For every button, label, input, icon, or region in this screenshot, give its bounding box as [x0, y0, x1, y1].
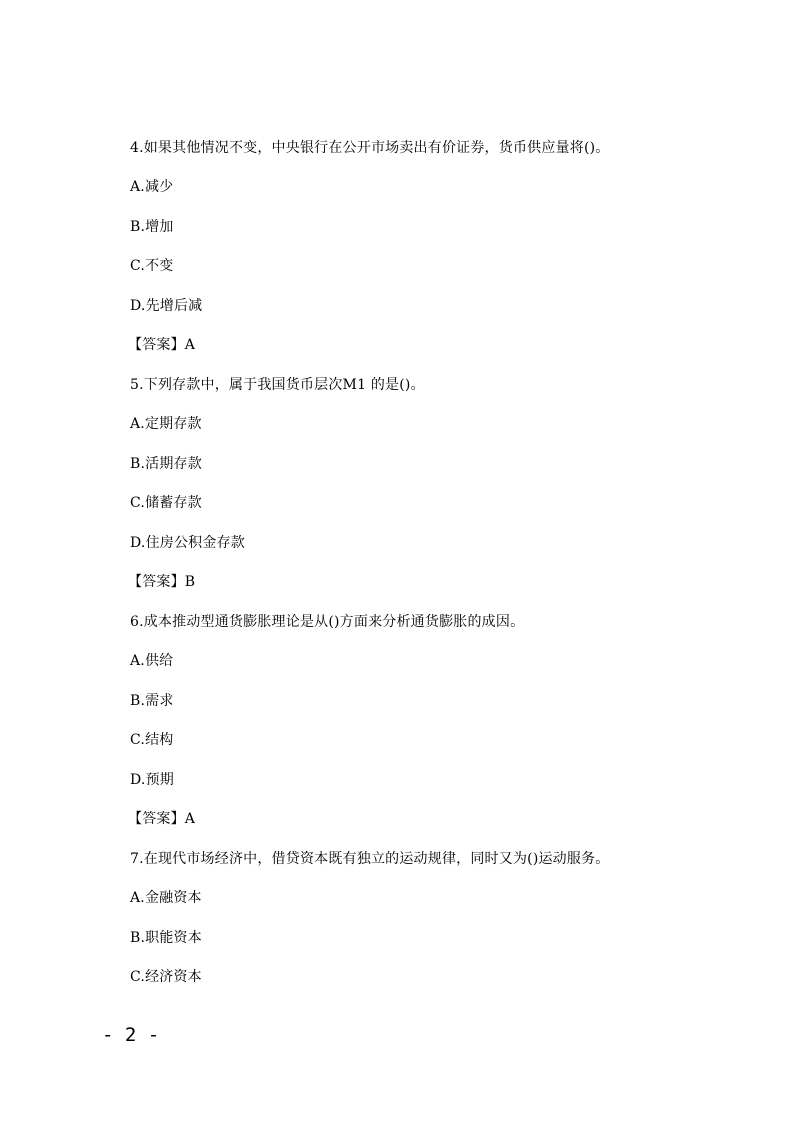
question-4-option-d: D.先增后减 [130, 298, 203, 314]
question-6-stem: 6.成本推动型通货膨胀理论是从()方面来分析通货膨胀的成因。 [130, 614, 525, 630]
question-4-option-b: B.增加 [130, 219, 174, 235]
question-5-option-d: D.住房公积金存款 [130, 535, 245, 551]
question-4-option-c: C.不变 [130, 258, 174, 274]
question-5-option-c: C.储蓄存款 [130, 495, 202, 511]
question-7-stem: 7.在现代市场经济中，借贷资本既有独立的运动规律，同时又为()运动服务。 [130, 851, 610, 867]
question-6-answer: 【答案】A [128, 811, 196, 827]
question-6-option-b: B.需求 [130, 693, 174, 709]
question-6-option-c: C.结构 [130, 732, 174, 748]
question-7-option-b: B.职能资本 [130, 930, 202, 946]
question-5-option-b: B.活期存款 [130, 456, 202, 472]
question-5-option-a: A.定期存款 [130, 416, 202, 432]
question-7-option-c: C.经济资本 [130, 969, 202, 985]
question-6-option-d: D.预期 [130, 772, 174, 788]
question-5-answer: 【答案】B [128, 574, 196, 590]
question-5-stem: 5.下列存款中，属于我国货币层次M1 的是()。 [130, 377, 425, 393]
question-4-stem: 4.如果其他情况不变，中央银行在公开市场卖出有价证券，货币供应量将()。 [130, 140, 610, 156]
question-7-option-a: A.金融资本 [130, 890, 202, 906]
question-4-option-a: A.减少 [130, 179, 174, 195]
page-number: - 2 - [102, 1024, 160, 1046]
question-6-option-a: A.供给 [130, 653, 174, 669]
question-4-answer: 【答案】A [128, 337, 196, 353]
